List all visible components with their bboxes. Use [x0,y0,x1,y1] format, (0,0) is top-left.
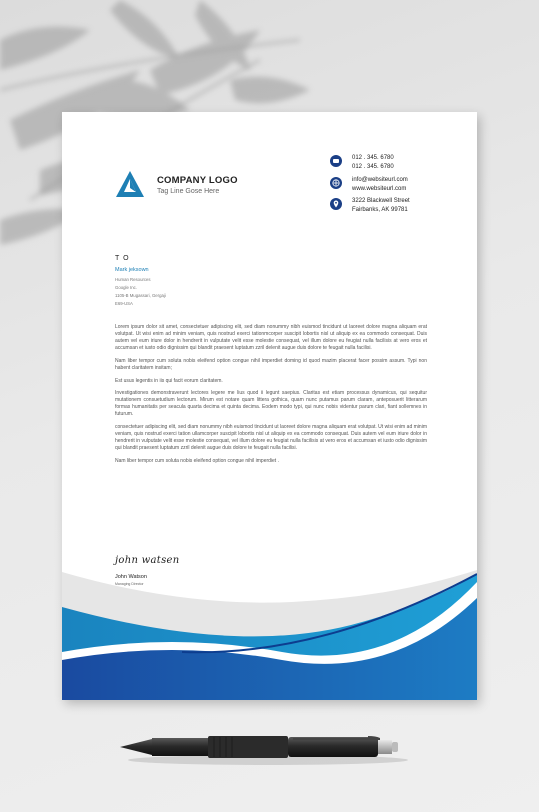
handwritten-signature: john watsen [115,555,180,566]
letterhead-page: COMPANY LOGO Tag Line Gose Here 012 . 345. 6780 012 . 345. 6780 info@websiteurl.com www.websiteurl.com 3222 Blackwell Street Fairbanks, AK 99781 T O Mark jeksown Human Resources Google Inc. 1105-B Mugassari, Gergaji E69-USA Lorem ipsum dolor sit amet, consectetuer adipiscing elit, sed diam nonummy nibh euismod tincidunt ut laoreet dolore magna aliquam erat volutpat. Ut wisi enim ad minim veniam, quis nostrud exerci tationmcorper suscipit lobortis nisl ut aliquip ex ea commodo consequat. Duis autem vel eum iriure dolor in hendrerit in vulputate velit esse molestie consequat, vel illum dolore eu feugiat nulla facilisis at vero eros et accumsan et iusto odio dignissim qui blandit praesent luptatum zzril delenit augue duis dolore te feugait nulla facilisi. Nam liber tempor cum soluta nobis eleifend option congue nihil imperdiet doming id quod mazim placerat facer possim assum. Typi non habent claritatem insitam; Est usus legentis in iis qui facit eorum claritatem. Investigationes demonstraverunt lectores legere me lius quod ii legunt saepius. Claritas est etiam processus dynamicus, qui sequitur mutationem consuetudium lectorum. Mirum est notare quam littera gothica, quam nunc putamus parum claram, anteposuerit litterarum formas humanitatis per seacula quarta decima et quinta decima. Eodem modo typi, qui nunc nobis videntur parum clari, fiant sollemnes in futurum. consectetuer adipiscing elit, sed diam nonummy nibh euismod tincidunt ut laoreet dolore magna aliquam erat volutpat. Ut wisi enim ad minim veniam, quis nostrud exerci tation ullamcorper suscipit lobortis nisl ut aliquip ex ea commodo consequat. Duis autem vel eum iriure dolor in hendrerit in vulputate velit esse molestie consequat, vel illum dolore eu feugiat nulla facilisis at vero eros et accumsan et iusto odio dignissim qui blandit praesent luptatum zzril delenit augue duis dolore te feugait nulla facilisi. Nam liber tempor cum soluta nobis eleifend option congue nihil imperdiet . john watsen John Watson Managing Director [62,112,477,700]
pen-decoration [118,730,408,770]
recipient-name: Mark jeksown [115,267,149,273]
company-tagline: Tag Line Gose Here [157,188,220,195]
recipient-address: Human Resources Google Inc. 1105-B Mugassari, Gergaji E69-USA [115,277,166,306]
to-label: T O [115,255,130,262]
company-name: COMPANY LOGO [157,175,238,186]
body-paragraph: Lorem ipsum dolor sit amet, consectetuer adipiscing elit, sed diam nonummy nibh euismod tincidunt ut laoreet dolore magna aliquam erat volutpat. Ut wisi enim ad minim veniam, quis nostrud exerci tationmcorper suscipit lobortis nisl ut aliquip ex ea commodo consequat. Duis autem vel eum iriure dolor in hendrerit in vulputate velit esse molestie consequat, vel illum dolore eu feugiat nulla facilisis at vero eros et accumsan et iusto odio dignissim qui blandit praesent luptatum zzril delenit augue duis dolore te feugait nulla facilisi. [115,324,427,352]
body-paragraph: Nam liber tempor cum soluta nobis eleifend option congue nihil imperdiet doming id quod mazim placerat facer possim assum. Typi non habent claritatem insitam; [115,357,427,371]
letter-body [115,324,427,471]
company-logo-icon [115,170,145,200]
signer-name: John Watson [115,574,147,580]
phone-icon [330,155,342,167]
body-paragraph: Est usus legentis in iis qui facit eorum claritatem. [115,377,223,384]
globe-icon [330,177,342,189]
body-paragraph: consectetuer adipiscing elit, sed diam nonummy nibh euismod tincidunt ut laoreet dolore magna aliquam erat volutpat. Ut wisi enim ad minim veniam, quis nostrud exerci tation ullamcorper suscipit lobortis nisl ut aliquip ex ea commodo consequat. Duis autem vel eum iriure dolor in hendrerit in vulputate velit esse molestie consequat, vel illum dolore eu feugiat nulla facilisis at vero eros et accumsan et iusto odio dignissim qui blandit praesent luptatum zzril delenit augue duis dolore te feugait nulla facilisi. [115,424,427,452]
signer-title: Managing Director [115,582,144,586]
body-paragraph: Nam liber tempor cum soluta nobis eleifend option congue nihil imperdiet . [115,457,279,464]
body-paragraph: Investigationes demonstraverunt lectores legere me lius quod ii legunt saepius. Claritas est etiam processus dynamicus, qui sequitur mutationem consuetudium lectorum. Mirum est notare quam littera gothica, quam nunc putamus parum claram, anteposuerit litterarum formas humanitatis per seacula quarta decima et quinta decima. Eodem modo typi, qui nunc nobis videntur parum clari, fiant sollemnes in futurum. [115,390,427,418]
location-icon [330,198,342,210]
